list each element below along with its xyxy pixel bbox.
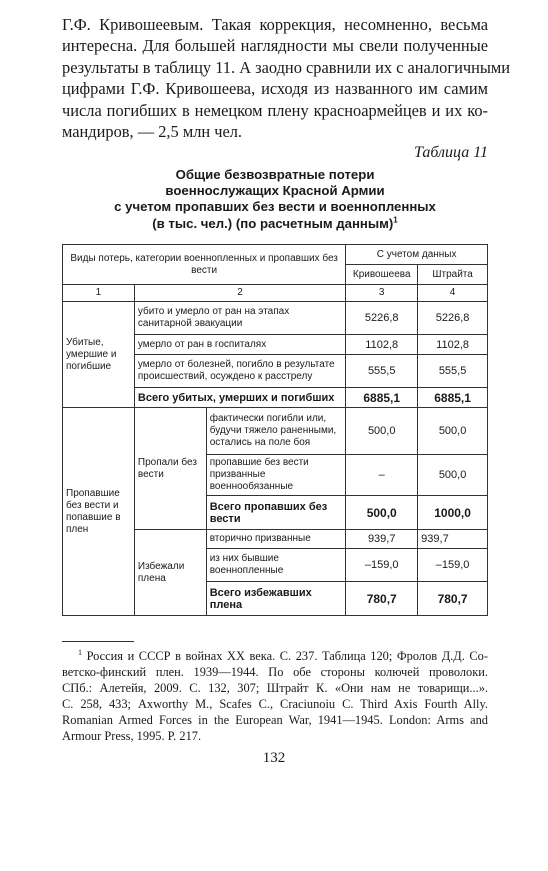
total-streit: 1000,0 [418, 496, 488, 530]
intro-line: Г.Ф. Кривошеевым. Такая коррекция, несомненно, весьма [62, 15, 488, 34]
value-krivosheev: 500,0 [346, 408, 418, 455]
row-total-desc: Всего убитых, умерших и погибших [134, 388, 345, 408]
header-krivosheev: Кривошеева [346, 265, 418, 285]
footnote-divider [62, 641, 134, 642]
row-total-desc: Всего избежавших плена [206, 582, 346, 616]
value-streit: 1102,8 [418, 335, 488, 355]
footnote-line [62, 648, 488, 664]
table-title-line: с учетом пропавших без вести и военнопленных [114, 199, 436, 215]
table-title-line: Общие безвозвратные потери [175, 167, 375, 182]
total-krivosheev: 6885,1 [346, 388, 418, 408]
total-krivosheev: 780,7 [346, 582, 418, 616]
intro-line: интересна. Для большей наглядности мы свели полученные [62, 36, 488, 56]
subgroup-escaped-label: Избежали плена [134, 530, 206, 616]
intro-line: цифрами Г.Ф. Кривошеева, исходя из названного им самим [62, 79, 488, 99]
value-streit: 500,0 [418, 455, 488, 496]
value-krivosheev: 5226,8 [346, 302, 418, 335]
footnote-line: С. 258, 433; Axworthy M., Scafes C., Craciunoiu C. Third Axis Fourth Ally. [62, 697, 488, 711]
footnote [62, 648, 488, 744]
footnote-marker: 1 [393, 215, 398, 225]
row-total-desc: Всего пропавших без вести [206, 496, 346, 530]
footnote-line-text: Россия и СССР в войнах XX века. С. 237. Таблица 120; Фролов Д.Д. Со- [86, 649, 488, 663]
value-krivosheev: –159,0 [346, 549, 418, 582]
value-streit: 5226,8 [418, 302, 488, 335]
value-krivosheev: 939,7 [346, 530, 418, 549]
row-desc: из них бывшие военнопленные [206, 549, 346, 582]
footnote-line: СПб.: Алетейя, 2009. С. 132, 307; Штрайт К. «Они нам не товарищи...». [62, 681, 488, 695]
header-streit: Штрайта [418, 265, 488, 285]
footnote-mark: 1 [78, 647, 82, 657]
footnote-line: ветско-финский плен. 1939—1944. По обе стороны колючей проволоки. [62, 665, 488, 679]
page-number: 132 [262, 750, 286, 766]
value-streit: 939,7 [418, 530, 488, 549]
total-krivosheev: 500,0 [346, 496, 418, 530]
row-desc: вторично призванные [206, 530, 346, 549]
value-krivosheev: – [346, 455, 418, 496]
intro-paragraph [62, 14, 511, 142]
value-krivosheev: 555,5 [346, 355, 418, 388]
column-number: 3 [346, 285, 418, 302]
table-title-line: военнослужащих Красной Армии [165, 183, 385, 199]
header-group: С учетом данных [346, 245, 488, 265]
footnote-line: Romanian Armed Forces in the European War, 1941—1945. London: Arms and [62, 713, 488, 727]
row-desc: убито и умерло от ран на этапах санитарной эвакуации [134, 302, 345, 335]
intro-line: результаты в таблицу 11. А заодно сравнили их с аналогичными [62, 57, 511, 77]
table-title-line [62, 216, 488, 232]
value-streit: 555,5 [418, 355, 488, 388]
intro-line: числа погибших в немецком плену красноармейцев и их ко- [62, 100, 488, 120]
table-caption: Таблица 11 [414, 144, 488, 161]
subgroup-lost-label: Пропали без вести [134, 408, 206, 530]
value-streit: 500,0 [418, 408, 488, 455]
intro-line: мандиров, — 2,5 млн чел. [62, 122, 243, 142]
footnote-line: Armour Press, 1995. P. 217. [62, 729, 202, 743]
total-streit: 6885,1 [418, 388, 488, 408]
total-streit: 780,7 [418, 582, 488, 616]
column-number: 1 [63, 285, 135, 302]
column-number: 4 [418, 285, 488, 302]
value-krivosheev: 1102,8 [346, 335, 418, 355]
column-number: 2 [134, 285, 345, 302]
losses-table [62, 244, 488, 616]
row-desc: умерло от болезней, погибло в результате происшествий, осуждено к расстрелу [134, 355, 345, 388]
row-desc: фактически погибли или, будучи тяжело раненными, остались на поле боя [206, 408, 346, 455]
table-title [62, 167, 488, 232]
table-title-line-text: (в тыс. чел.) (по расчетным данным) [152, 215, 394, 231]
row-desc: пропавшие без вести призванные военнообязанные [206, 455, 346, 496]
group-killed-label: Убитые, умершие и погибшие [63, 302, 135, 408]
header-categories: Виды потерь, категории военнопленных и пропавших без вести [63, 245, 346, 285]
value-streit: –159,0 [418, 549, 488, 582]
group-missing-label: Пропавшие без вести и попавшие в плен [63, 408, 135, 616]
row-desc: умерло от ран в госпиталях [134, 335, 345, 355]
